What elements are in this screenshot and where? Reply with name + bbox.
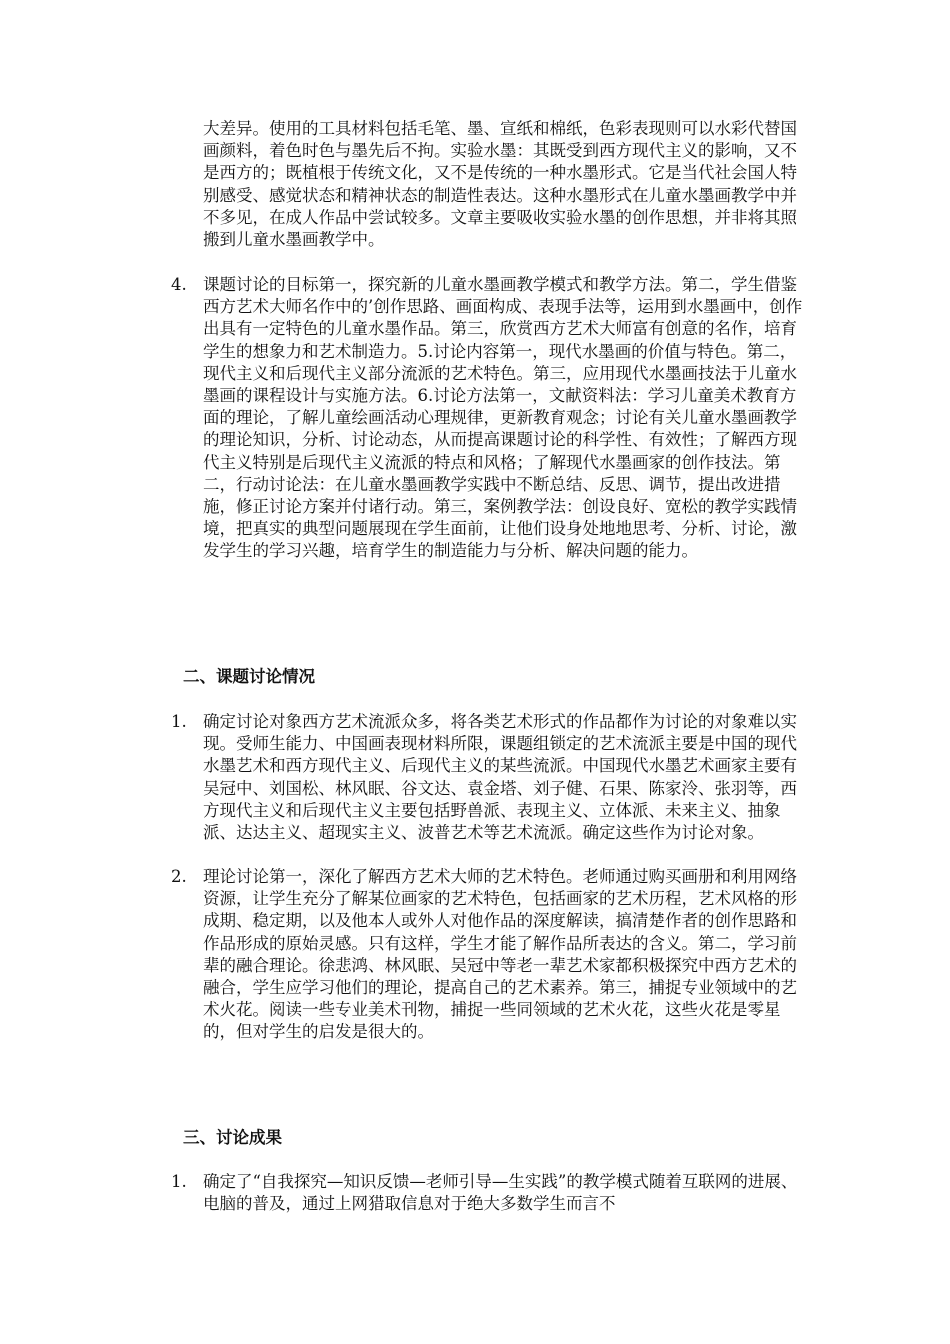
list-number: 2. xyxy=(171,867,187,886)
list-item-text: 确定讨论对象西方艺术流派众多，将各类艺术形式的作品都作为讨论的对象难以实现。受师生能力、中国画表现材料所限，课题组锁定的艺术流派主要是中国的现代水墨艺术和西方现代主义、后现代主义的某些流派。中国现代水墨艺术画家主要有吴冠中、刘国松、林风眠、谷文达、袁金塔、刘子健、石果、陈家泠、张羽等，西方现代主义和后现代主义主要包括野兽派、表现主义、立体派、未来主义、抽象派、达达主义、超现实主义、波普艺术等艺术流派。确定这些作为讨论对象。 xyxy=(203,712,797,843)
list-number: 1. xyxy=(171,712,187,731)
section-heading-research-status: 二、课题讨论情况 xyxy=(183,667,315,686)
list-item-text: 课题讨论的目标第一，探究新的儿童水墨画教学模式和教学方法。第二，学生借鉴西方艺术大师名作中的’创作思路、画面构成、表现手法等，运用到水墨画中，创作出具有一定特色的儿童水墨作品。第三，欣赏西方艺术大师富有创意的名作，培育学生的想象力和艺术制造力。5.讨论内容第一，现代水墨画的价值与特色。第二，现代主义和后现代主义部分流派的艺术特色。第三，应用现代水墨画技法于儿童水墨画的课程设计与实施方法。6.讨论方法第一，文献资料法：学习儿童美术教育方面的理论，了解儿童绘画活动心理规律，更新教育观念；讨论有关儿童水墨画教学的理论知识，分析、讨论动态，从而提高课题讨论的科学性、有效性；了解西方现代主义特别是后现代主义流派的特点和风格；了解现代水墨画家的创作技法。第二，行动讨论法：在儿童水墨画教学实践中不断总结、反思、调节，提出改进措施，修正讨论方案并付诸行动。第三，案例教学法：创设良好、宽松的教学实践情境，把真实的典型问题展现在学生面前，让他们设身处地地思考、分析、讨论，激发学生的学习兴趣，培育学生的制造能力与分析、解决问题的能力。 xyxy=(203,275,803,561)
list-item-text: 理论讨论第一，深化了解西方艺术大师的艺术特色。老师通过购买画册和利用网络资源，让学生充分了解某位画家的艺术特色，包括画家的艺术历程，艺术风格的形成期、稳定期，以及他本人或外人对他作品的深度解读，搞清楚作者的创作思路和作品形成的原始灵感。只有这样，学生才能了解作品所表达的含义。第二，学习前辈的融合理论。徐悲鸿、林风眠、吴冠中等老一辈艺术家都积极探究中西方艺术的融合，学生应学习他们的理论，提高自己的艺术素养。第三，捕捉专业领域中的艺术火花。阅读一些专业美术刊物，捕捉一些同领域的艺术火花，这些火花是零星的，但对学生的启发是很大的。 xyxy=(203,867,797,1042)
list-number: 1. xyxy=(171,1172,187,1191)
list-item-text: 确定了“自我探究—知识反馈—老师引导—生实践”的教学模式随着互联网的进展、电脑的普及，通过上网猎取信息对于绝大多数学生而言不 xyxy=(203,1172,798,1214)
continued-paragraph: 大差异。使用的工具材料包括毛笔、墨、宣纸和棉纸，色彩表现则可以水彩代替国画颜料，着色时色与墨先后不拘。实验水墨：其既受到西方现代主义的影响，又不是西方的；既植根于传统文化，又不是传统的一种水墨形式。它是当代社会国人特别感受、感觉状态和精神状态的制造性表达。这种水墨形式在儿童水墨画教学中并不多见，在成人作品中尝试较多。文章主要吸收实验水墨的创作思想，并非将其照搬到儿童水墨画教学中。 xyxy=(203,119,797,250)
list-number: 4. xyxy=(171,275,187,294)
section-heading-research-results: 三、讨论成果 xyxy=(183,1128,282,1147)
